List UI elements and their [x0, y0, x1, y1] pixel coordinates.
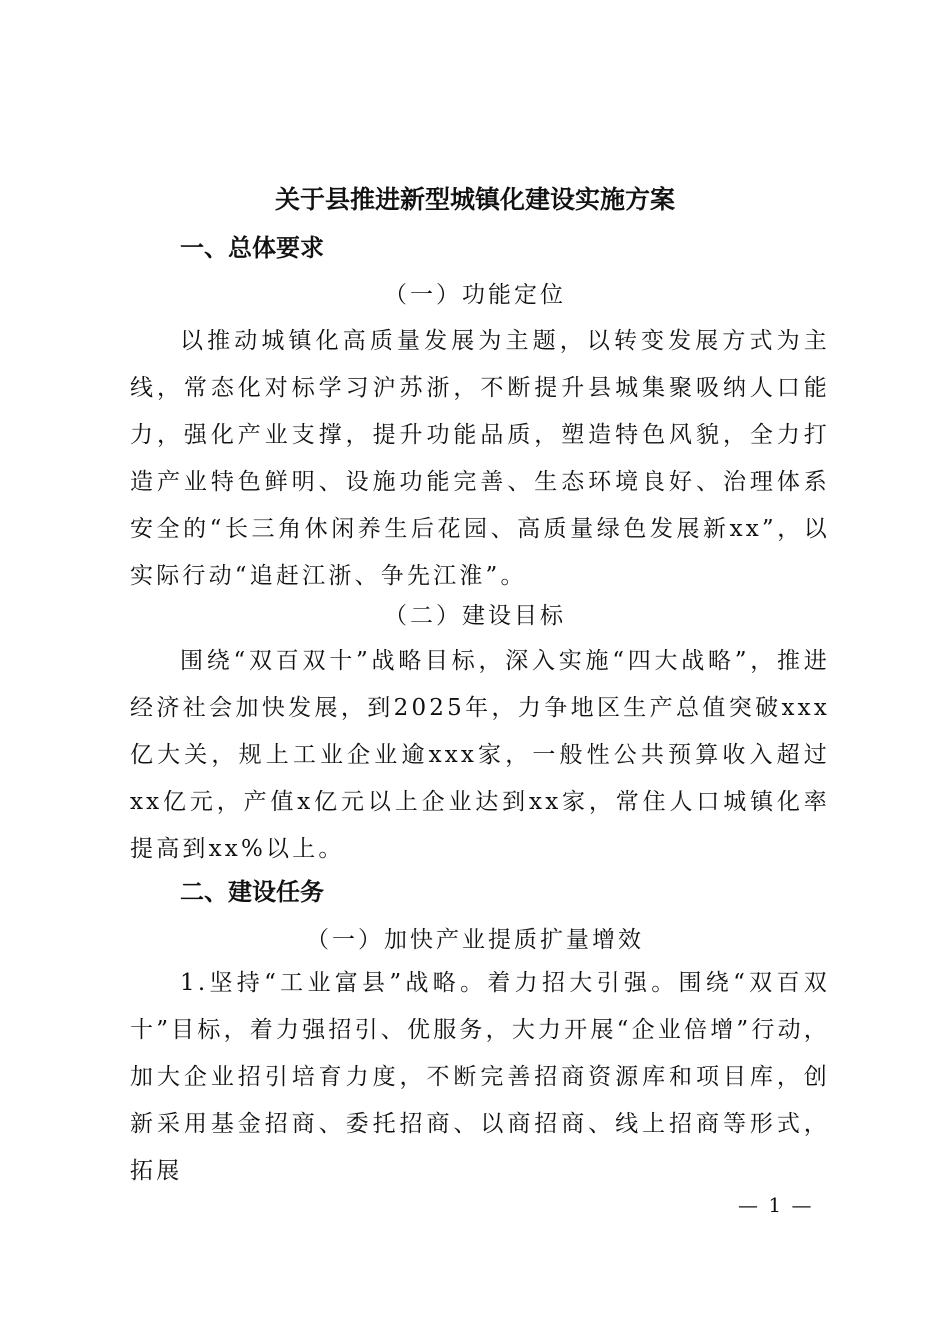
paragraph-function-positioning: 以推动城镇化高质量发展为主题，以转变发展方式为主线，常态化对标学习沪苏浙，不断提升县城集聚吸纳人口能力，强化产业支撑，提升功能品质，塑造特色风貌，全力打造产业特色鲜明、设施功能完善、生态环境良好、治理体系安全的“长三角休闲养生后花园、高质量绿色发展新xx”，以实际行动“追赶江浙、争先江淮”。	[130, 328, 830, 589]
paragraph-construction-goals: 围绕“双百双十”战略目标，深入实施“四大战略”，推进经济社会加快发展，到2025年，力争地区生产总值突破xxx亿大关，规上工业企业逾xxx家，一般性公共预算收入超过xx亿元，产值x亿元以上企业达到xx家，常住人口城镇化率提高到xx%以上。	[130, 648, 830, 862]
paragraph-industry-upgrade: 1.坚持“工业富县”战略。着力招大引强。围绕“双百双十”目标，着力强招引、优服务，大力开展“企业倍增”行动，加大企业招引培育力度，不断完善招商资源库和项目库，创新采用基金招商、委托招商、以商招商、线上招商等形式，拓展	[130, 970, 830, 1184]
document-title: 关于县推进新型城镇化建设实施方案	[274, 185, 675, 214]
section-heading-construction-tasks: 二、建设任务	[180, 878, 324, 906]
subsection-heading-construction-goals: （二）建设目标	[384, 603, 566, 629]
section-heading-overall-requirements: 一、总体要求	[180, 234, 324, 262]
subsection-heading-function-positioning: （一）功能定位	[384, 282, 566, 308]
page-number: — 1 —	[738, 1193, 814, 1217]
subsection-heading-industry-upgrade: （一）加快产业提质扩量增效	[306, 927, 644, 953]
